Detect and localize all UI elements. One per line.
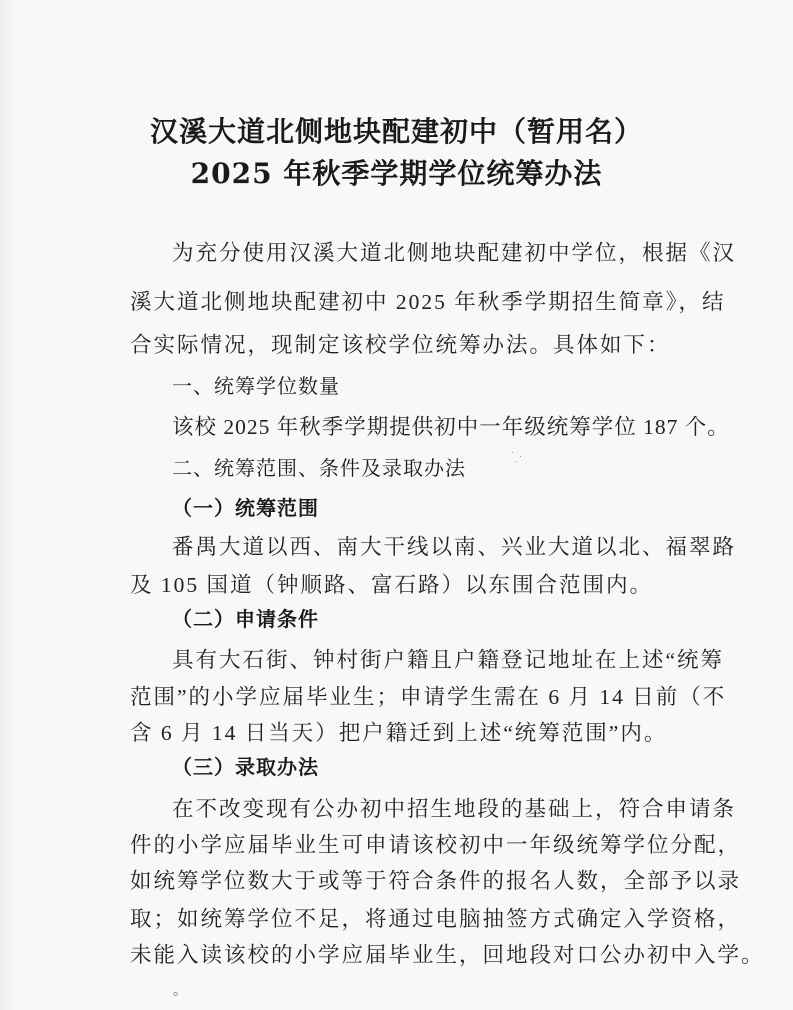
intro-line-2: 溪大道北侧地块配建初中 2025 年秋季学期招生简章》，结: [130, 290, 726, 314]
scan-speck: [512, 452, 513, 453]
document-title-line-1: 汉溪大道北侧地块配建初中（暂用名）: [149, 115, 643, 148]
document-title-line-2: 2025 年秋季学期学位统筹办法: [190, 157, 603, 190]
intro-line-3: 合实际情况，现制定该校学位统筹办法。具体如下：: [130, 333, 671, 357]
section-2-heading: 二、统筹范围、条件及录取办法: [172, 456, 466, 480]
subsection-2-heading: （二）申请条件: [172, 607, 319, 631]
intro-line-1: 为充分使用汉溪大道北侧地块配建初中学位，根据《汉: [172, 241, 737, 265]
subsection-1-heading: （一）统筹范围: [172, 496, 319, 520]
subsection-3-line-2: 件的小学应届毕业生可申请该校初中一年级统筹学位分配，: [130, 833, 742, 857]
subsection-3-heading: （三）录取办法: [172, 755, 319, 779]
subsection-3-line-1: 在不改变现有公办初中招生地段的基础上，符合申请条: [172, 797, 737, 821]
subsection-2-line-2: 范围”的小学应届毕业生；申请学生需在 6 月 14 日前（不: [130, 685, 727, 709]
subsection-3-line-3: 如统筹学位数大于或等于符合条件的报名人数，全部予以录: [130, 869, 742, 893]
subsection-1-line-1: 番禺大道以西、南大干线以南、兴业大道以北、福翠路: [172, 535, 737, 559]
subsection-3-line-4: 取；如统筹学位不足，将通过电脑抽签方式确定入学资格，: [130, 907, 742, 931]
subsection-2-line-1: 具有大石街、钟村街户籍且户籍登记地址在上述“统筹: [172, 648, 725, 672]
section-1-text: 该校 2025 年秋季学期提供初中一年级统筹学位 187 个。: [172, 415, 730, 439]
trailing-mark: 。: [173, 983, 187, 999]
subsection-2-line-3: 含 6 月 14 日当天）把户籍迁到上述“统筹范围”内。: [130, 721, 668, 745]
subsection-1-line-2: 及 105 国道（钟顺路、富石路）以东围合范围内。: [130, 573, 654, 597]
subsection-3-line-5: 未能入读该校的小学应届毕业生，回地段对口公办初中入学。: [130, 943, 765, 967]
scan-speck: [520, 456, 521, 457]
scan-speck: [515, 461, 516, 462]
section-1-heading: 一、统筹学位数量: [172, 374, 340, 398]
